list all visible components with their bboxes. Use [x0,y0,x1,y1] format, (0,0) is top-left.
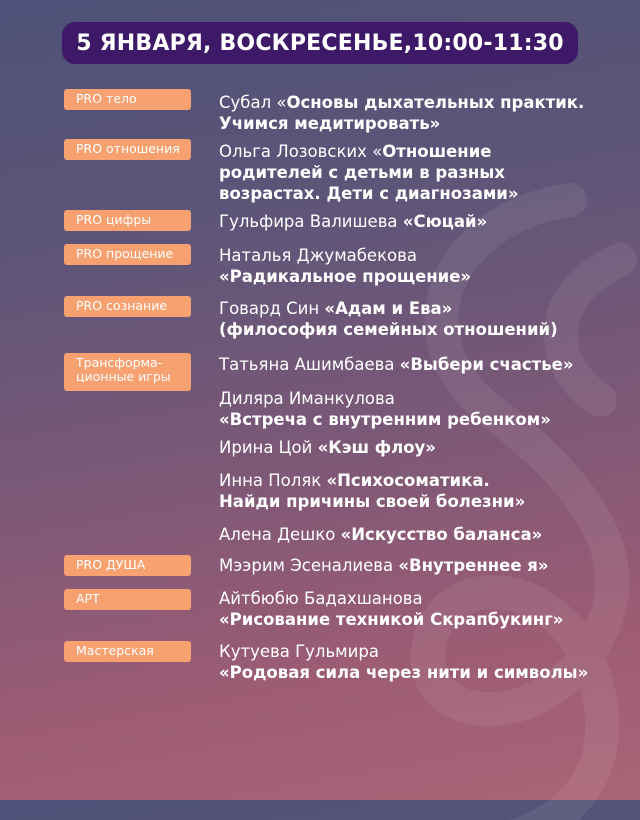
session-entry [219,555,619,576]
session-entry [219,92,619,134]
session-entry [219,141,619,204]
tag-pro-soul: PRO ДУША [64,555,191,576]
session-entry [219,470,619,512]
session-entry [219,245,619,287]
session-speaker: Айтбюбю Бадахшанова [219,589,423,608]
session-entry [219,354,619,375]
session-title: «Радикальное прощение» [219,267,472,286]
tag-transformational-games: Трансформа- ционные игры [64,353,191,391]
tag-pro-relations: PRO отношения [64,139,191,160]
tag-pro-consciousness: PRO сознание [64,296,191,317]
session-speaker: Кутуева Гульмира [219,642,379,661]
header-title: 5 ЯНВАРЯ, ВОСКРЕСЕНЬЕ,10:00-11:30 [76,30,564,56]
session-speaker: Ольга Лозовских « [219,142,383,161]
tag-pro-body: PRO тело [64,89,191,110]
session-speaker: Ирина Цой [219,438,318,457]
session-title: Основы дыхательных практик. Учимся медитировать» [219,93,585,133]
session-title: «Психосоматика. Найди причины своей болезни» [219,471,526,511]
session-entry [219,437,619,458]
session-speaker: Субал « [219,93,287,112]
session-speaker: Диляра Иманкулова [219,389,395,408]
session-title: Отношение родителей с детьми в разных возрастах. Дети с диагнозами» [219,142,519,203]
tag-pro-forgiveness: PRO прощение [64,244,191,265]
tag-art: АРТ [64,589,191,610]
session-title: «Кэш флоу» [317,438,436,457]
session-title: «Адам и Ева» (философия семейных отношений) [219,299,558,339]
session-title: «Внутреннее я» [398,556,549,575]
session-speaker: Татьяна Ашимбаева [219,355,400,374]
session-entry [219,524,619,545]
session-title: «Искусство баланса» [340,525,543,544]
session-title: «Сюцай» [402,212,488,231]
session-speaker: Алена Дешко [219,525,341,544]
session-entry [219,298,619,340]
tag-workshop: Мастерская [64,641,191,662]
session-entry [219,211,619,232]
session-speaker: Инна Поляк [219,471,327,490]
tag-pro-numbers: PRO цифры [64,210,191,231]
session-title: «Встреча с внутренним ребенком» [219,410,551,429]
session-speaker: Говард Син [219,299,325,318]
session-title: «Рисование техникой Скрапбукинг» [219,610,564,629]
session-speaker: Наталья Джумабекова [219,246,417,265]
session-title: «Родовая сила через нити и символы» [219,663,589,682]
session-speaker: Мээрим Эсеналиева [219,556,399,575]
session-entry [219,641,619,683]
session-entry [219,388,619,430]
date-time-header [62,22,578,64]
session-speaker: Гульфира Валишева [219,212,403,231]
session-entry [219,588,619,630]
session-title: «Выбери счастье» [399,355,574,374]
